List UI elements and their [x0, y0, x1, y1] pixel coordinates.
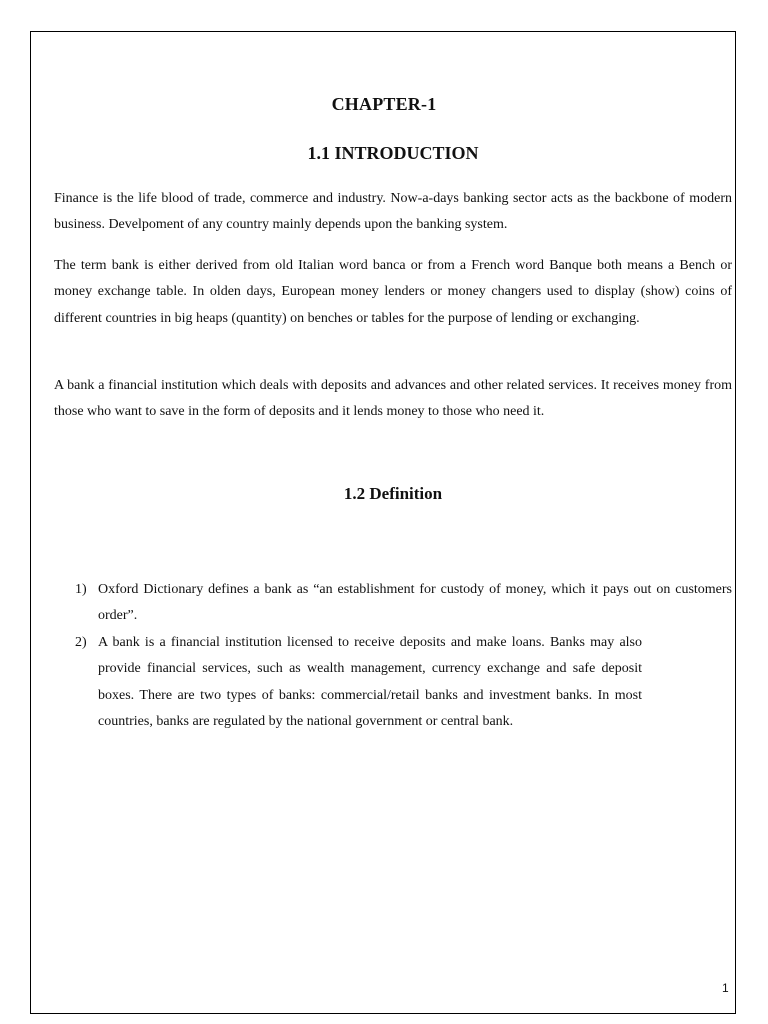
page-border — [30, 31, 736, 1014]
page-number: 1 — [722, 981, 729, 995]
introduction-paragraph-2: The term bank is either derived from old Italian word banca or from a French word Banque both means a Bench or money exchange table. In olden days, European money lenders or money changers used to display (show) coins of different countries in big heaps (quantity) on benches or tables for the purpose of lending or exchanging. — [54, 258, 732, 326]
definition-item-number: 2) — [75, 635, 87, 650]
definition-item-text: A bank is a financial institution licensed to receive deposits and make loans. Banks may also provide financial services, such as wealth management, currency exchange and safe deposit boxes. There are two types of banks: commercial/retail banks and investment banks. In most countries, banks are regulated by the national government or central bank. — [98, 635, 642, 729]
definition-item-number: 1) — [75, 582, 87, 597]
introduction-paragraph-3: A bank a financial institution which deals with deposits and advances and other related services. It receives money from those who want to save in the form of deposits and it lends money to those who need it. — [54, 378, 732, 420]
introduction-paragraph-1: Finance is the life blood of trade, commerce and industry. Now-a-days banking sector acts as the backbone of modern business. Develpoment of any country mainly depends upon the banking system. — [54, 191, 732, 233]
definition-list-item — [70, 577, 732, 630]
definition-item-text: Oxford Dictionary defines a bank as “an establishment for custody of money, which it pays out on customers order”. — [98, 582, 732, 624]
definition-heading: 1.2 Definition — [343, 484, 443, 503]
introduction-heading: 1.1 INTRODUCTION — [307, 143, 479, 163]
chapter-title: CHAPTER-1 — [331, 94, 437, 114]
definition-list-item — [70, 630, 732, 735]
